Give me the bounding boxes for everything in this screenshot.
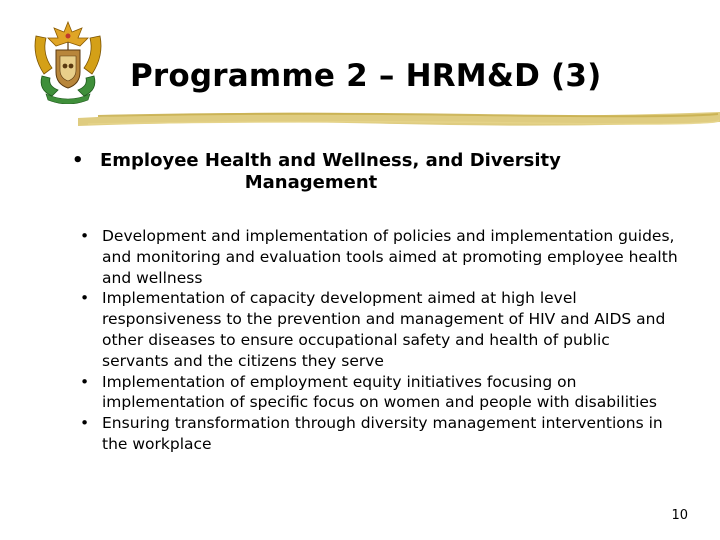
bullet-item: • Implementation of capacity development aimed at high level responsiveness to the prevention and management of HIV and AIDS and other diseases to ensure occupational safety and health of public servants and the citizens they serve [80, 288, 680, 371]
section-heading [72, 150, 662, 194]
bullet-item: • Implementation of employment equity initiatives focusing on implementation of specific focus on women and people with disabilities [80, 372, 680, 414]
slide-title: Programme 2 – HRM&D (3) [130, 58, 602, 94]
section-heading-line2: Management [244, 172, 378, 193]
bullet-item: • Development and implementation of policies and implementation guides, and monitoring and evaluation tools aimed at promoting employee health and wellness [80, 226, 680, 288]
coat-of-arms-icon [28, 16, 108, 104]
section-heading-line1: • Employee Health and Wellness, and Diversity [100, 150, 561, 171]
bullet-list [80, 226, 680, 455]
page-number: 10 [671, 508, 688, 523]
section-heading-item [72, 150, 662, 194]
bullet-item: • Ensuring transformation through diversity management interventions in the workplace [80, 413, 680, 455]
title-underline-brushstroke [78, 104, 720, 134]
